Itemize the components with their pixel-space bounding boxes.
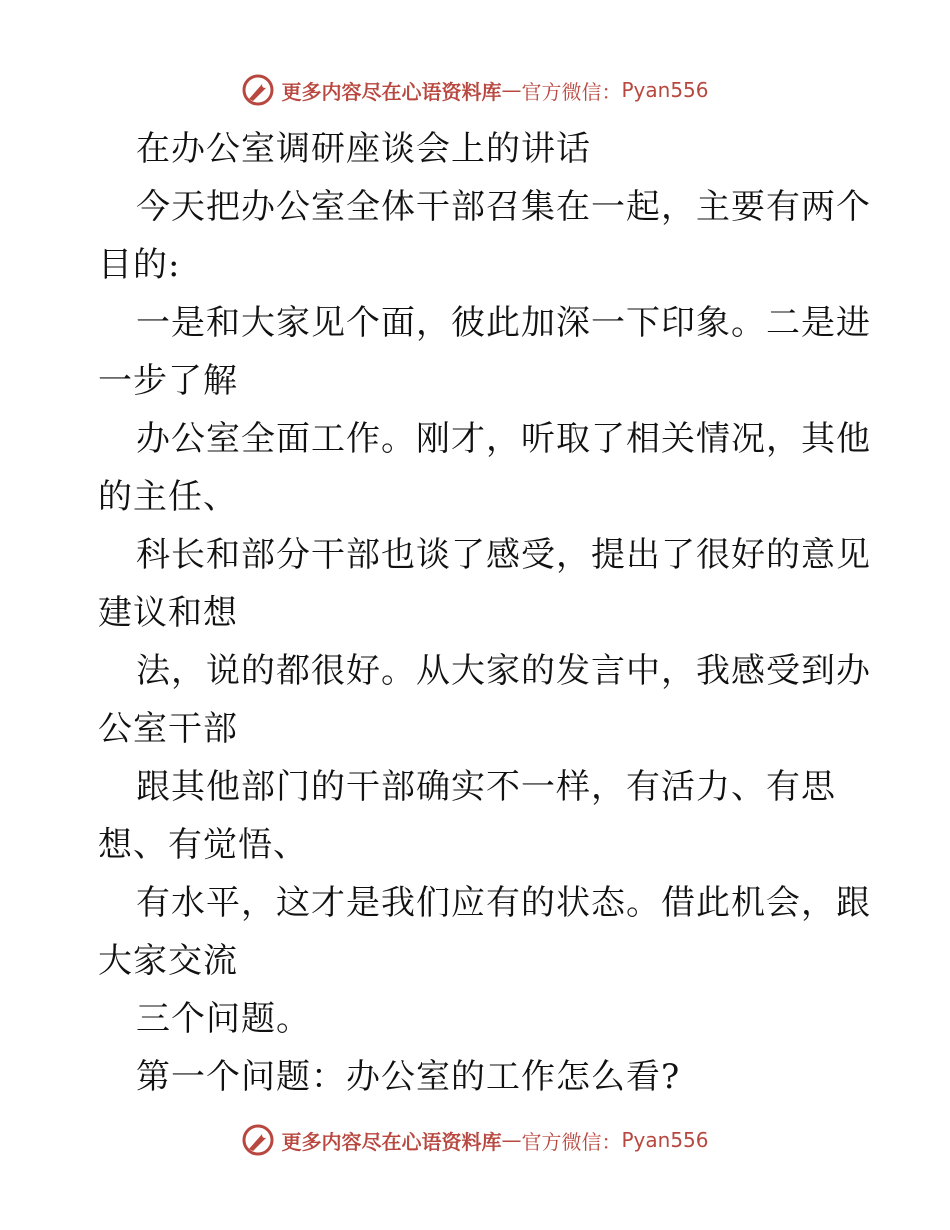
watermark-dash: — [501,1128,522,1152]
watermark-wechat-id: Pyan556 [621,1128,709,1152]
watermark-site-text: 更多内容尽在心语资料库 [281,79,502,104]
text-line: 办公室全面工作。刚才，听取了相关情况，其他 [136,419,871,459]
text-line: 一是和大家见个面，彼此加深一下印象。二是进 [136,303,871,343]
document-body [98,120,871,1106]
text-line: 法，说的都很好。从大家的发言中，我感受到办 [136,651,871,691]
watermark-wechat-label: 官方微信： [521,1129,622,1154]
text-line: 公室干部 [98,709,238,749]
text-line: 的主任、 [98,477,238,517]
text-line: 今天把办公室全体干部召集在一起，主要有两个 [136,187,871,227]
watermark-header [0,70,950,110]
text-line: 大家交流 [98,941,238,981]
watermark-site-text: 更多内容尽在心语资料库 [281,1129,502,1154]
text-line: 一步了解 [98,361,238,401]
section-heading: 第一个问题：办公室的工作怎么看? [136,1057,681,1097]
text-line: 目的: [98,245,181,285]
text-line: 跟其他部门的干部确实不一样，有活力、有思 [136,767,836,807]
text-line: 有水平，这才是我们应有的状态。借此机会，跟 [136,883,871,923]
pen-logo-icon [241,1123,275,1157]
watermark-wechat-id: Pyan556 [621,78,709,102]
text-line: 科长和部分干部也谈了感受，提出了很好的意见 [136,535,871,575]
text-line: 三个问题。 [136,999,311,1039]
text-line: 想、有觉悟、 [98,825,308,865]
text-line: 建议和想 [98,593,238,633]
pen-logo-icon [241,73,275,107]
document-title: 在办公室调研座谈会上的讲话 [136,129,591,169]
watermark-footer [0,1120,950,1160]
watermark-wechat-label: 官方微信： [521,79,622,104]
watermark-dash: — [501,78,522,102]
